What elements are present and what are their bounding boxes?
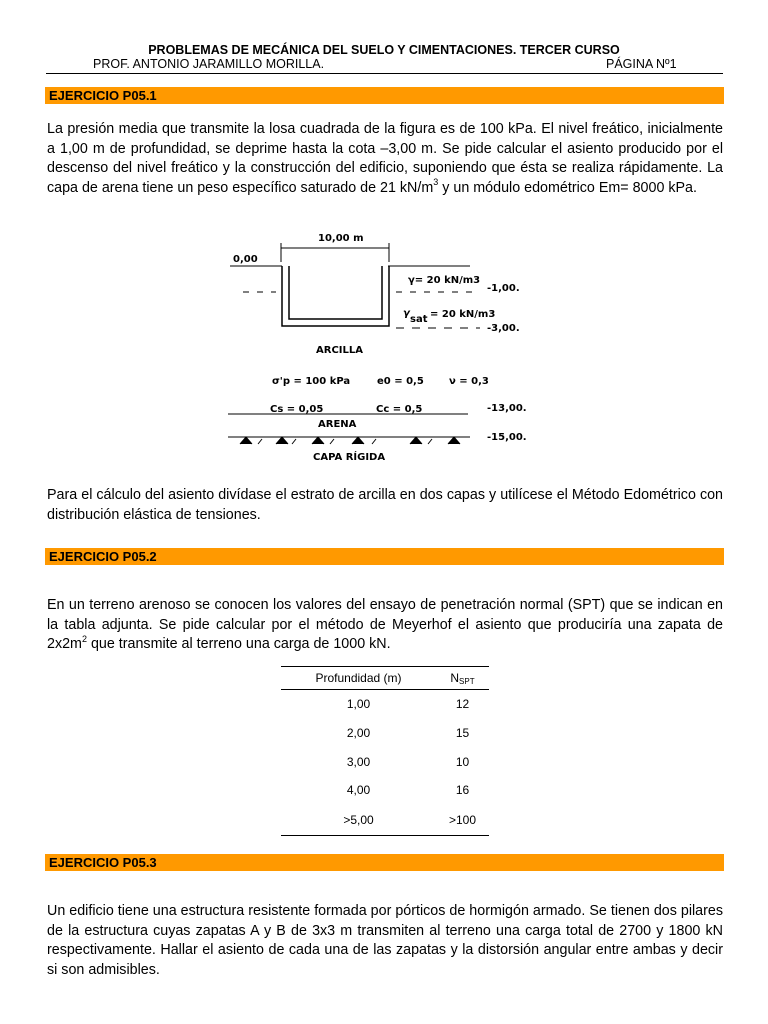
nspt-header-text: N [450, 670, 460, 685]
exercise-2-text: En un terreno arenoso se conocen los valores del ensayo de penetración normal (SPT) que se indican en la tabla adjunta. Se pide calcular por el método de Meyerhof el asiento que produciría una zapata de 2x2m [47, 597, 723, 652]
level-13-label: -13,00. [487, 403, 527, 414]
nspt-header-subscript: SPT [459, 676, 475, 686]
nspt-cell: >100 [436, 805, 489, 836]
exercise-1-text: La presión media que transmite la losa cuadrada de la figura es de 100 kPa. El nivel freático, inicialmente a 1,00 m de profundidad, se deprime hasta la cota –3,00 m. Se pide calcular el asiento producido por el descenso del nivel freático y la construcción del edificio, suponiendo que ésta se realiza rápidamente. La capa de arena tiene un peso específico saturado de 21 kN/m [47, 121, 723, 196]
table-row [281, 805, 489, 836]
nspt-cell: 16 [455, 783, 470, 798]
exercise-2-heading: EJERCICIO P05.2 [45, 548, 724, 565]
depth-cell: 3,00 [346, 754, 371, 769]
document-title: PROBLEMAS DE MECÁNICA DEL SUELO Y CIMENTACIONES. TERCER CURSO [148, 43, 620, 57]
nspt-cell: 12 [455, 697, 470, 712]
table-row [281, 719, 489, 748]
width-label: 10,00 m [318, 233, 364, 244]
exercise-3-statement: Un edificio tiene una estructura resistente formada por pórticos de hormigón armado. Se tienen dos pilares de la estructura cuyas zapatas A y B de 3x3 m transmiten al terreno una carga total de 2700 y 1800 kN respectivamente. Hallar el asiento de cada una de las zapatas y la distorsión angular entre ambas y decir si son admisibles. [47, 903, 723, 978]
depth-cell: 1,00 [346, 697, 371, 712]
gamma-sat-value: = 20 kN/m3 [430, 309, 496, 320]
depth-column-header: Profundidad (m) [281, 667, 436, 690]
clay-label: ARCILLA [316, 345, 363, 356]
cs-label: Cs = 0,05 [270, 404, 324, 415]
exercise-1-text-end: y un módulo edométrico Em= 8000 kPa. [438, 179, 697, 196]
exercise-2-superscript: 2 [81, 634, 87, 645]
depth-cell: 2,00 [346, 726, 371, 741]
slab-outline [289, 266, 382, 319]
table-row [281, 776, 489, 805]
spt-table [281, 666, 489, 836]
rigid-layer-hatching [240, 437, 460, 444]
excavation-outline [282, 266, 389, 326]
sand-label: ARENA [318, 419, 357, 430]
spt-table-header [281, 667, 489, 690]
exercise-1-heading: EJERCICIO P05.1 [45, 87, 724, 104]
page-number: PÁGINA Nº1 [606, 57, 677, 71]
gamma-sat-symbol: γ [403, 308, 410, 319]
poisson-label: ν = 0,3 [449, 376, 489, 387]
level-3-label: -3,00. [487, 323, 520, 334]
exercise-1-superscript: 3 [433, 176, 439, 187]
gamma-sat-subscript: sat [410, 314, 428, 325]
level-15-label: -15,00. [487, 432, 527, 443]
exercise-3-heading: EJERCICIO P05.3 [45, 854, 724, 871]
table-row [281, 690, 489, 719]
nspt-cell: 15 [455, 726, 470, 741]
exercise-1-instructions: Para el cálculo del asiento divídase el estrato de arcilla en dos capas y utilícese el Método Edométrico con distribución elástica de tensiones. [47, 487, 723, 523]
level-1-label: -1,00. [487, 283, 520, 294]
void-ratio-label: e0 = 0,5 [377, 376, 424, 387]
rigid-layer-label: CAPA RÍGIDA [313, 452, 386, 463]
nspt-cell: 10 [455, 754, 470, 769]
nspt-column-header [436, 667, 489, 690]
cc-label: Cc = 0,5 [376, 404, 423, 415]
soil-profile-figure [0, 0, 768, 480]
gamma-label: γ= 20 kN/m3 [408, 275, 481, 286]
preconsolidation-label: σ'p = 100 kPa [272, 376, 351, 387]
depth-cell: 4,00 [346, 783, 371, 798]
professor-name: PROF. ANTONIO JARAMILLO MORILLA. [93, 57, 325, 71]
exercise-2-text-end: que transmite al terreno una carga de 1000 kN. [86, 636, 391, 652]
depth-cell: >5,00 [281, 805, 436, 836]
level-0-label: 0,00 [233, 254, 258, 265]
table-row [281, 747, 489, 776]
exercise-2-statement [47, 596, 723, 655]
